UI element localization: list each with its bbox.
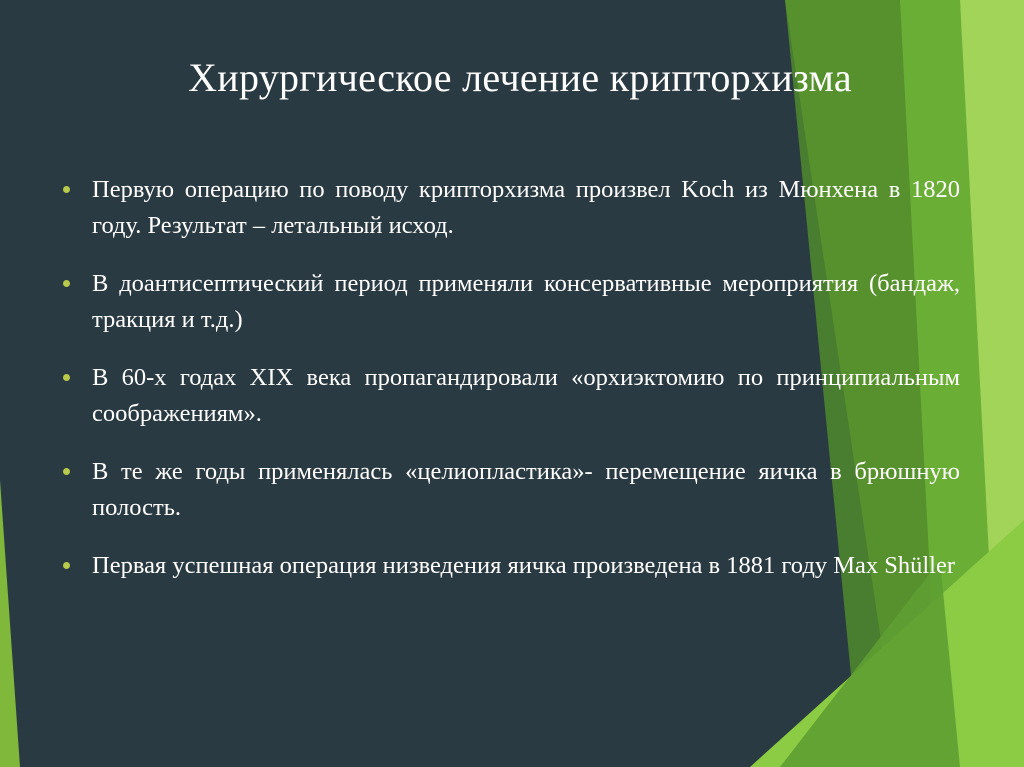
- bullet-dot-icon: [63, 186, 70, 193]
- bullet-text: В те же годы применялась «целиопластика»- перемещение яичка в брюшную полость.: [92, 458, 960, 521]
- bullet-item: [60, 548, 960, 584]
- bullet-text: В 60-х годах XIX века пропагандировали «орхиэктомию по принципиальным соображениям».: [92, 364, 960, 427]
- bullet-dot-icon: [63, 468, 70, 475]
- bullet-text: Первую операцию по поводу крипторхизма произвел Koch из Мюнхена в 1820 году. Результат – летальный исход.: [92, 176, 960, 239]
- bullet-text: В доантисептический период применяли консервативные мероприятия (бандаж, тракция и т.д.): [92, 270, 960, 333]
- bullet-list: [60, 172, 960, 606]
- bullet-item: [60, 266, 960, 338]
- bullet-item: [60, 454, 960, 526]
- bullet-dot-icon: [63, 562, 70, 569]
- bullet-item: [60, 360, 960, 432]
- bullet-item: [60, 172, 960, 244]
- slide-title: Хирургическое лечение крипторхизма: [188, 55, 852, 100]
- bullet-text: Первая успешная операция низведения яичка произведена в 1881 году Max Shüller: [92, 552, 956, 579]
- bullet-dot-icon: [63, 374, 70, 381]
- bullet-dot-icon: [63, 280, 70, 287]
- bottom-left-sliver: [0, 480, 20, 767]
